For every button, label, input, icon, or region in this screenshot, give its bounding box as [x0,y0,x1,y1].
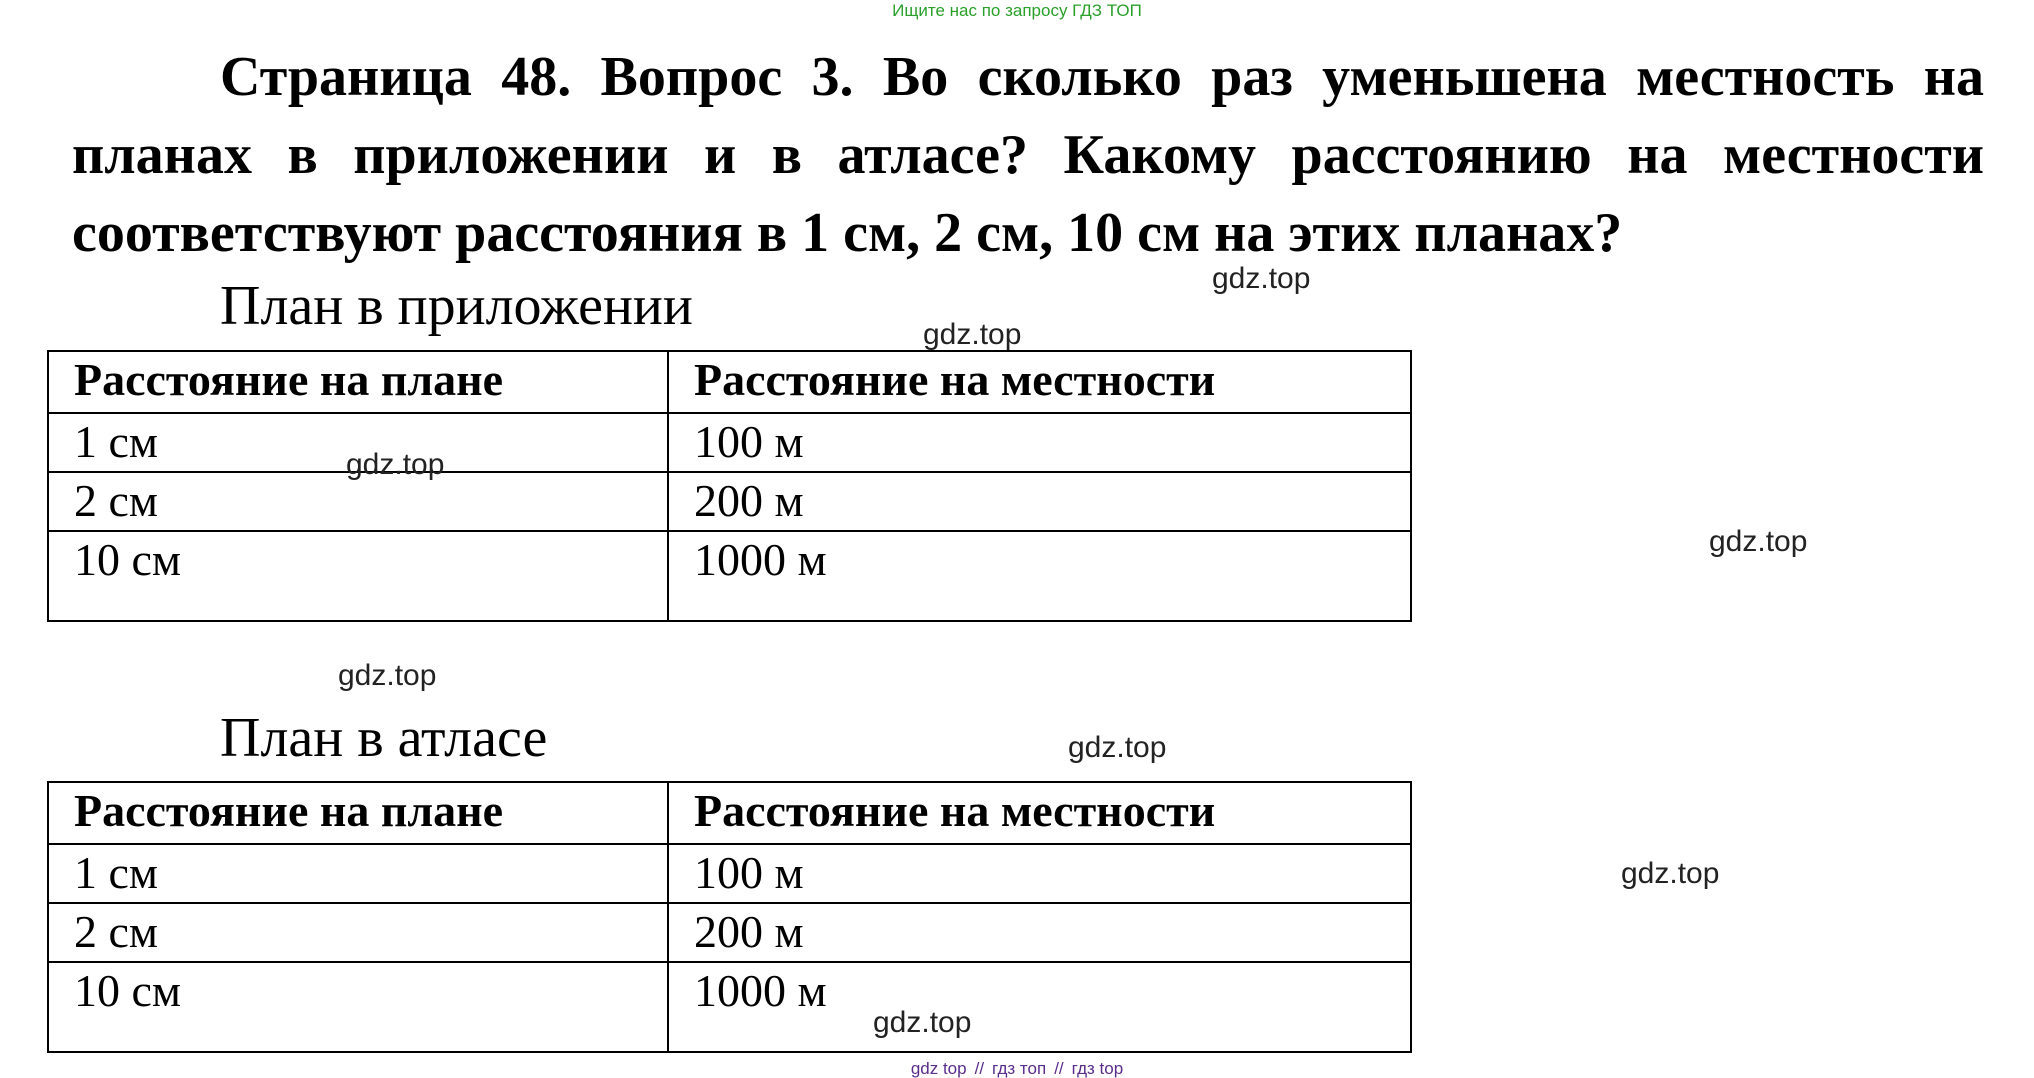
watermark: gdz.top [1068,731,1167,764]
ground-distance-cell: 1000 м [668,531,1411,621]
section-title-atlas: План в атласе [220,707,548,769]
question-text: Страница 48. Вопрос 3. Во сколько раз уменьшена местность на планах в приложении и в атласе? Какому расстоянию на местности соответствуют расстояния в 1 см, 2 см, 10 см на этих планах? [72,46,1984,264]
footer-links [0,1060,2034,1078]
plan-distance-cell: 10 см [48,962,668,1052]
ground-distance-cell: 1000 м [668,962,1411,1052]
plan-distance-cell: 2 см [48,903,668,962]
watermark: gdz.top [1709,525,1808,558]
appendix-plan-table [47,350,1412,622]
plan-distance-cell: 10 см [48,531,668,621]
table-row [48,413,1411,472]
watermark: gdz.top [346,448,445,481]
table-row [48,903,1411,962]
watermark: gdz.top [338,659,437,692]
ground-distance-cell: 200 м [668,903,1411,962]
column-header-plan-distance: Расстояние на плане [48,351,668,413]
ground-distance-cell: 100 м [668,844,1411,903]
table-header-row [48,351,1411,413]
ground-distance-cell: 100 м [668,413,1411,472]
footer-link[interactable]: гдз top [1071,1059,1124,1078]
table-row [48,962,1411,1052]
watermark: gdz.top [873,1006,972,1039]
atlas-plan-table [47,781,1412,1053]
table-row [48,531,1411,621]
table-row [48,472,1411,531]
footer-link[interactable]: гдз топ [992,1059,1047,1078]
column-header-plan-distance: Расстояние на плане [48,782,668,844]
watermark: gdz.top [1212,262,1311,295]
plan-distance-cell: 1 см [48,413,668,472]
plan-distance-cell: 1 см [48,844,668,903]
footer-link[interactable]: gdz top [910,1059,967,1078]
watermark: gdz.top [1621,857,1720,890]
footer-separator: // [1054,1059,1064,1078]
column-header-ground-distance: Расстояние на местности [668,782,1411,844]
table-header-row [48,782,1411,844]
search-banner: Ищите нас по запросу ГДЗ ТОП [892,1,1142,20]
ground-distance-cell: 200 м [668,472,1411,531]
watermark: gdz.top [923,318,1022,351]
section-title-appendix: План в приложении [220,275,693,337]
column-header-ground-distance: Расстояние на местности [668,351,1411,413]
plan-distance-cell: 2 см [48,472,668,531]
table-row [48,844,1411,903]
footer-separator: // [974,1059,985,1078]
